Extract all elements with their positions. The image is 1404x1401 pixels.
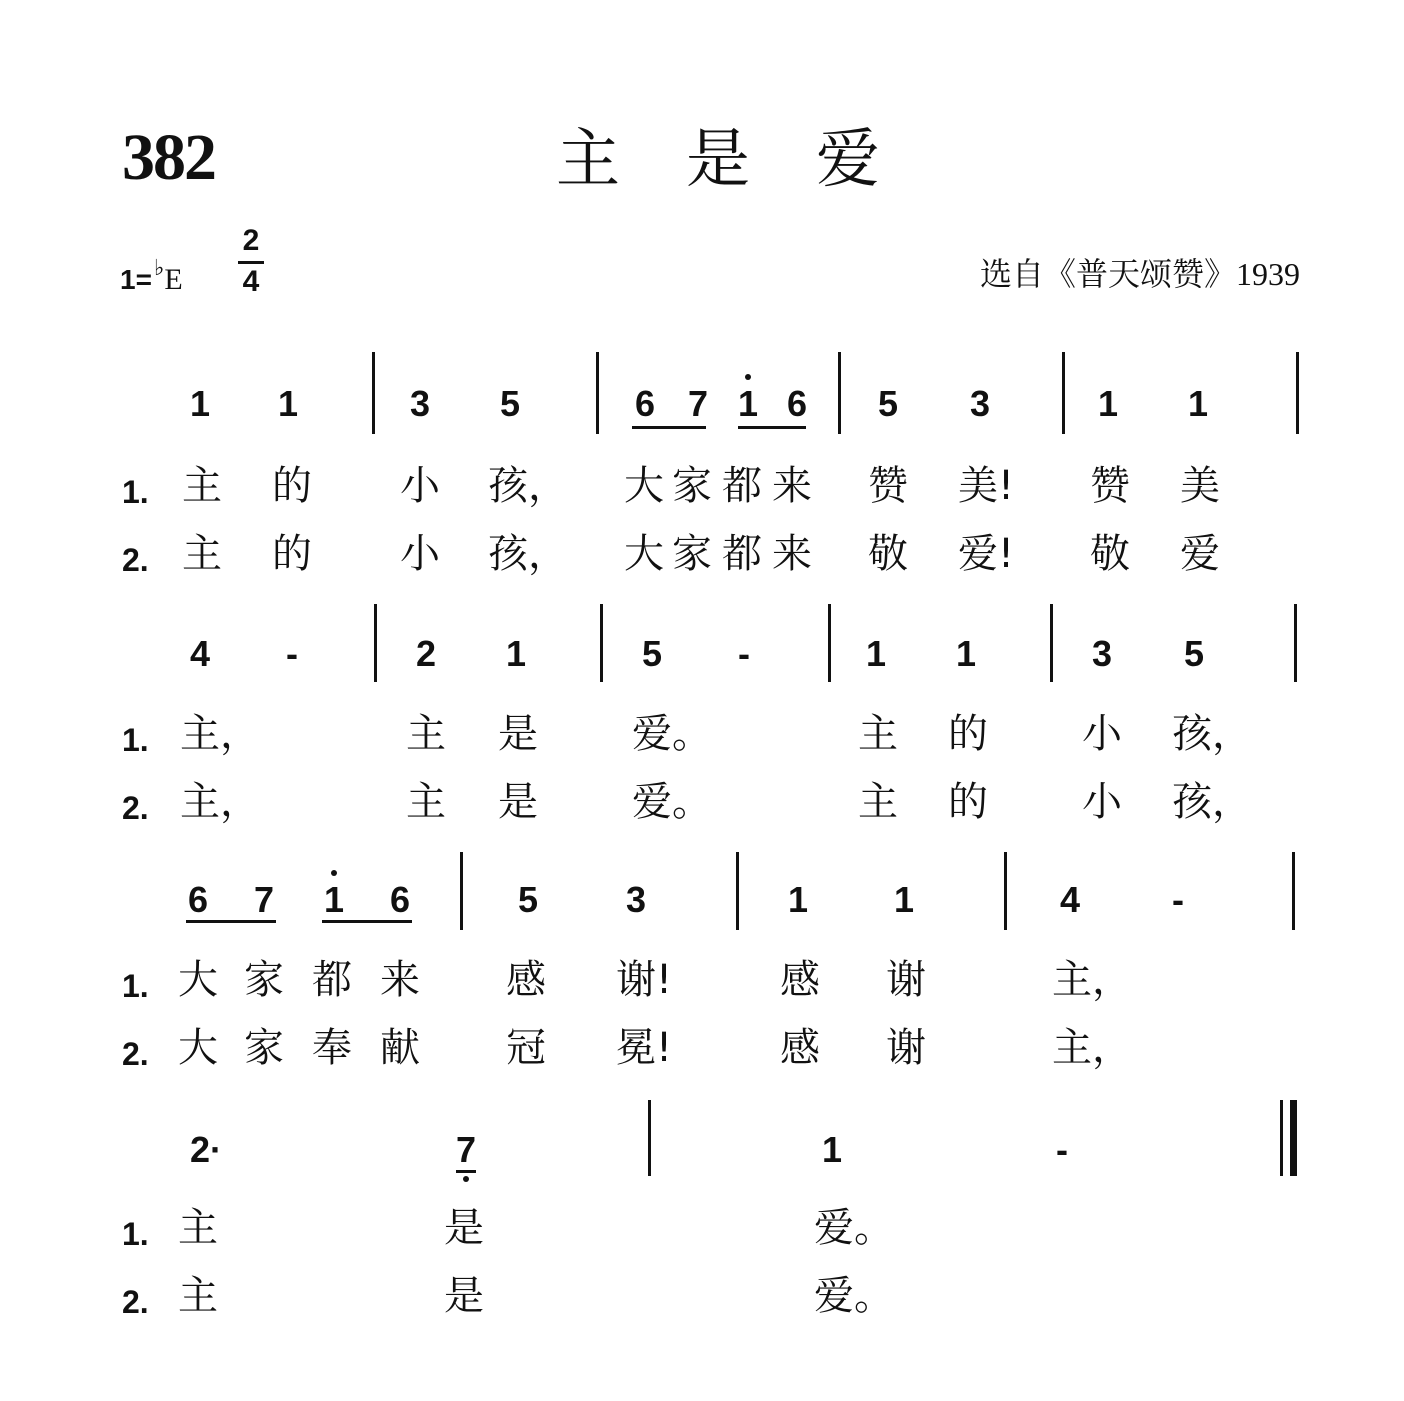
note: [180, 384, 220, 424]
lyric-syllable: 的: [948, 779, 988, 825]
note: [632, 634, 672, 674]
lyric-syllable: 主: [406, 779, 446, 825]
lyric-syllable: 是: [498, 711, 538, 757]
octave-dot-above: [745, 374, 751, 380]
note-digit: 1: [505, 633, 527, 674]
lyric-syllable: 来: [772, 463, 812, 509]
verse-number: 1.: [122, 474, 149, 510]
note: [728, 384, 768, 424]
lyric-syllable: 小: [400, 463, 440, 509]
lyric-syllable: 大: [624, 531, 664, 577]
note-digit: 3: [625, 879, 647, 920]
note: [1088, 384, 1128, 424]
lyric-syllable: 主，: [1052, 957, 1132, 1003]
lyric-syllable: 的: [272, 463, 312, 509]
note-digit: 6: [786, 383, 808, 424]
verse-number: 2.: [122, 1284, 149, 1320]
note-digit: -: [286, 633, 298, 674]
note: [625, 384, 665, 424]
barline: [374, 604, 377, 682]
note: [490, 384, 530, 424]
note: [1174, 634, 1214, 674]
note-digit: 2·: [189, 1129, 222, 1170]
barline: [600, 604, 603, 682]
time-signature: [236, 226, 266, 299]
lyric-syllable: 孩，: [1172, 779, 1252, 825]
note-digit: 4: [1059, 879, 1081, 920]
final-barline-thick: [1290, 1100, 1297, 1176]
lyric-syllable: 美: [1180, 463, 1220, 509]
note: [868, 384, 908, 424]
note-digit: 3: [409, 383, 431, 424]
lyric-syllable: 主: [182, 531, 222, 577]
lyric-syllable: 来: [380, 957, 420, 1003]
lyric-syllable: 是: [444, 1273, 484, 1319]
note: [180, 634, 220, 674]
note-digit: 1: [277, 383, 299, 424]
final-barline-thin: [1280, 1100, 1283, 1176]
note-digit: 4: [189, 633, 211, 674]
note-digit: 1: [865, 633, 887, 674]
note-digit: 1: [821, 1129, 843, 1170]
barline: [648, 1100, 651, 1176]
note: [186, 1130, 226, 1170]
note: [446, 1130, 486, 1170]
note-digit: 7: [687, 383, 709, 424]
lyric-syllable: 敬: [1090, 531, 1130, 577]
note: [724, 634, 764, 674]
note: [856, 634, 896, 674]
lyric-syllable: 都: [722, 531, 762, 577]
lyric-syllable: 大: [178, 1025, 218, 1071]
lyric-syllable: 爱。: [632, 711, 712, 757]
note-digit: 7: [455, 1129, 477, 1170]
barline: [1292, 852, 1295, 930]
lyric-syllable: 孩，: [488, 531, 568, 577]
lyric-syllable: 主: [406, 711, 446, 757]
octave-dot-above: [331, 870, 337, 876]
lyric-syllable: 主: [178, 1273, 218, 1319]
note-digit: 1: [1187, 383, 1209, 424]
note: [508, 880, 548, 920]
lyric-syllable: 的: [948, 711, 988, 757]
note: [616, 880, 656, 920]
barline: [372, 352, 375, 434]
eighth-note-beam: [186, 920, 276, 923]
eighth-note-beam: [456, 1170, 476, 1173]
note-digit: 5: [641, 633, 663, 674]
note-digit: 1: [1097, 383, 1119, 424]
verse-number: 1.: [122, 968, 149, 1004]
note-digit: -: [1172, 879, 1184, 920]
source-attribution: [980, 254, 1300, 294]
note-digit: 1: [955, 633, 977, 674]
eighth-note-beam: [632, 426, 706, 429]
note: [380, 880, 420, 920]
time-signature-top: 2: [242, 224, 260, 257]
flat-sign: ♭: [153, 255, 165, 280]
lyric-syllable: 主，: [180, 711, 260, 757]
note-digit: 5: [877, 383, 899, 424]
lyric-syllable: 爱: [1180, 531, 1220, 577]
lyric-syllable: 爱。: [814, 1205, 894, 1251]
verse-number: 2.: [122, 790, 149, 826]
key-prefix: 1=: [120, 264, 152, 295]
lyric-syllable: 家: [672, 463, 712, 509]
verse-number: 1.: [122, 1216, 149, 1252]
lyric-syllable: 的: [272, 531, 312, 577]
octave-dot-below: [463, 1176, 469, 1182]
lyric-syllable: 小: [1082, 779, 1122, 825]
lyric-syllable: 孩，: [488, 463, 568, 509]
note: [1042, 1130, 1082, 1170]
hymn-number: 382: [122, 121, 215, 194]
note: [496, 634, 536, 674]
note: [946, 634, 986, 674]
note-digit: 6: [634, 383, 656, 424]
lyric-syllable: 家: [244, 957, 284, 1003]
note-digit: 6: [187, 879, 209, 920]
note-digit: 5: [517, 879, 539, 920]
time-signature-bottom: 4: [242, 265, 260, 298]
lyric-syllable: 都: [312, 957, 352, 1003]
note-digit: 1: [893, 879, 915, 920]
note-digit: 1: [189, 383, 211, 424]
note-digit: 2: [415, 633, 437, 674]
eighth-note-beam: [738, 426, 806, 429]
barline: [736, 852, 739, 930]
source-year: 1939: [1236, 256, 1300, 292]
key-signature: [120, 248, 183, 300]
lyric-syllable: 小: [1082, 711, 1122, 757]
note-digit: 6: [389, 879, 411, 920]
lyric-syllable: 都: [722, 463, 762, 509]
lyric-syllable: 赞: [868, 463, 908, 509]
note: [314, 880, 354, 920]
lyric-syllable: 献: [380, 1025, 420, 1071]
note: [1178, 384, 1218, 424]
note-digit: 7: [253, 879, 275, 920]
note-digit: 5: [1183, 633, 1205, 674]
lyric-syllable: 大: [624, 463, 664, 509]
lyric-syllable: 主，: [1052, 1025, 1132, 1071]
note-digit: 1: [737, 383, 759, 424]
note-digit: 1: [787, 879, 809, 920]
note: [178, 880, 218, 920]
lyric-syllable: 谢!: [616, 957, 673, 1003]
lyric-syllable: 感: [780, 957, 820, 1003]
lyric-syllable: 冕!: [616, 1025, 673, 1071]
hymn-title: 主是爱: [556, 123, 946, 197]
note-digit: 1: [323, 879, 345, 920]
barline: [1296, 352, 1299, 434]
barline: [838, 352, 841, 434]
lyric-syllable: 主: [858, 711, 898, 757]
note: [272, 634, 312, 674]
barline: [1004, 852, 1007, 930]
barline: [1050, 604, 1053, 682]
barline: [1294, 604, 1297, 682]
note: [812, 1130, 852, 1170]
lyric-syllable: 大: [178, 957, 218, 1003]
lyric-syllable: 爱!: [958, 531, 1015, 577]
lyric-syllable: 孩，: [1172, 711, 1252, 757]
lyric-syllable: 主: [858, 779, 898, 825]
lyric-syllable: 是: [498, 779, 538, 825]
key-letter: E: [164, 263, 183, 296]
time-signature-line: [238, 261, 264, 264]
lyric-syllable: 敬: [868, 531, 908, 577]
note-digit: -: [738, 633, 750, 674]
note: [777, 384, 817, 424]
barline: [460, 852, 463, 930]
eighth-note-beam: [322, 920, 412, 923]
lyric-syllable: 主: [178, 1205, 218, 1251]
lyric-syllable: 谢: [886, 1025, 926, 1071]
note: [678, 384, 718, 424]
note-digit: 5: [499, 383, 521, 424]
verse-number: 2.: [122, 1036, 149, 1072]
lyric-syllable: 奉: [312, 1025, 352, 1071]
lyric-syllable: 主: [182, 463, 222, 509]
note: [400, 384, 440, 424]
note-digit: 3: [969, 383, 991, 424]
lyric-syllable: 美!: [958, 463, 1015, 509]
barline: [596, 352, 599, 434]
lyric-syllable: 谢: [886, 957, 926, 1003]
note: [268, 384, 308, 424]
lyric-syllable: 冠: [506, 1025, 546, 1071]
lyric-syllable: 感: [506, 957, 546, 1003]
lyric-syllable: 家: [672, 531, 712, 577]
note: [244, 880, 284, 920]
note: [884, 880, 924, 920]
note: [406, 634, 446, 674]
source-text: 选自《普天颂赞》: [979, 255, 1236, 293]
barline: [1062, 352, 1065, 434]
lyric-syllable: 感: [780, 1025, 820, 1071]
verse-number: 2.: [122, 542, 149, 578]
verse-number: 1.: [122, 722, 149, 758]
note-digit: -: [1056, 1129, 1068, 1170]
note: [1050, 880, 1090, 920]
note: [1158, 880, 1198, 920]
note: [778, 880, 818, 920]
lyric-syllable: 赞: [1090, 463, 1130, 509]
lyric-syllable: 来: [772, 531, 812, 577]
lyric-syllable: 是: [444, 1205, 484, 1251]
lyric-syllable: 主，: [180, 779, 260, 825]
barline: [828, 604, 831, 682]
lyric-syllable: 家: [244, 1025, 284, 1071]
lyric-syllable: 爱。: [632, 779, 712, 825]
note-digit: 3: [1091, 633, 1113, 674]
lyric-syllable: 爱。: [814, 1273, 894, 1319]
lyric-syllable: 小: [400, 531, 440, 577]
note: [1082, 634, 1122, 674]
note: [960, 384, 1000, 424]
